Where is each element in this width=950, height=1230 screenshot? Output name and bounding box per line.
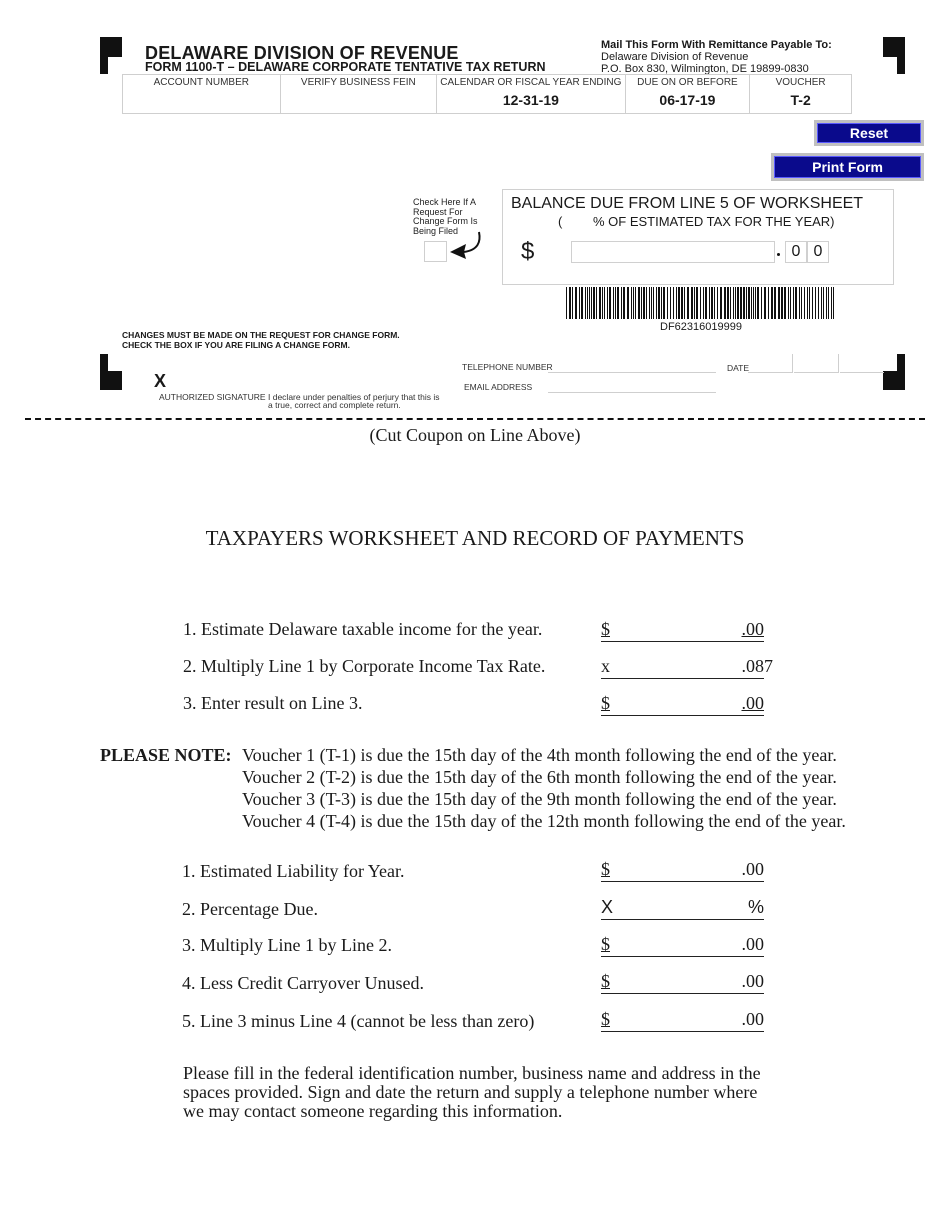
- decimal-point: [777, 253, 780, 256]
- barcode-bar: [656, 287, 657, 319]
- account-number-label: ACCOUNT NUMBER: [153, 77, 249, 88]
- barcode-bar: [807, 287, 808, 319]
- date-input-year[interactable]: [840, 354, 884, 373]
- barcode-bar: [781, 287, 783, 319]
- part2-line-2-suffix: %: [747, 897, 764, 917]
- barcode-bar: [724, 287, 726, 319]
- registration-mark-bottom-right-bar: [883, 371, 905, 390]
- part2-line-2-prefix: X: [601, 897, 614, 917]
- barcode-bar: [826, 287, 827, 319]
- signature-field[interactable]: [172, 372, 432, 390]
- part2-line-1-label: 1. Estimated Liability for Year.: [182, 861, 405, 881]
- barcode-bar: [593, 287, 595, 319]
- balance-due-box: [502, 189, 894, 285]
- barcode-bar: [700, 287, 701, 319]
- print-form-button[interactable]: Print Form: [771, 153, 924, 181]
- date-input-month[interactable]: [748, 354, 793, 373]
- signature-label: AUTHORIZED SIGNATURE: [159, 392, 266, 402]
- part2-line-3-suffix: .00: [741, 934, 764, 954]
- barcode-bar: [746, 287, 747, 319]
- email-label: EMAIL ADDRESS: [464, 382, 533, 392]
- barcode-bar: [676, 287, 677, 319]
- barcode-number: DF62316019999: [660, 321, 742, 333]
- barcode-bar: [799, 287, 800, 319]
- barcode-bar: [627, 287, 629, 319]
- account-number-cell[interactable]: [123, 75, 281, 113]
- please-note-heading: PLEASE NOTE:: [100, 745, 232, 765]
- year-ending-cell: [437, 75, 625, 113]
- part2-line-4-field[interactable]: [601, 971, 764, 994]
- barcode-bar: [649, 287, 650, 319]
- balance-amount-input[interactable]: [571, 241, 775, 263]
- year-ending-value: 12-31-19: [502, 92, 559, 108]
- form-title: FORM 1100-T – DELAWARE CORPORATE TENTATIVE TAX RETURN: [145, 60, 546, 74]
- voucher-cell: [750, 75, 851, 113]
- barcode-bar: [788, 287, 789, 319]
- agency-title: DELAWARE DIVISION OF REVENUE: [145, 43, 459, 63]
- note-line-1: Voucher 1 (T-1) is due the 15th day of the 4th month following the end of the year.: [242, 745, 837, 765]
- barcode-bar: [591, 287, 592, 319]
- barcode-bar: [617, 287, 619, 319]
- arrow-left-icon: [448, 230, 484, 260]
- part1-line-2-label: 2. Multiply Line 1 by Corporate Income Tax Rate.: [183, 656, 546, 676]
- barcode-bar: [670, 287, 671, 319]
- barcode-bar: [764, 287, 766, 319]
- barcode-bar: [687, 287, 689, 319]
- barcode-bar: [587, 287, 588, 319]
- part2-line-1-field[interactable]: [601, 859, 764, 882]
- barcode-bar: [615, 287, 616, 319]
- barcode-bar: [638, 287, 640, 319]
- barcode-bar: [801, 287, 802, 319]
- barcode-bar: [572, 287, 573, 319]
- part1-line-2-suffix: .087: [741, 656, 773, 676]
- barcode-bar: [631, 287, 632, 319]
- telephone-label: TELEPHONE NUMBER: [462, 362, 553, 372]
- barcode-bar: [609, 287, 611, 319]
- barcode-bar: [768, 287, 769, 319]
- registration-mark-bottom-left-bar: [100, 371, 122, 390]
- barcode-bar: [720, 287, 722, 319]
- part1-line-3-suffix: .00: [741, 693, 764, 713]
- barcode-bar: [793, 287, 794, 319]
- registration-mark-top-left-bar: [100, 37, 122, 57]
- barcode-bar: [709, 287, 710, 319]
- instructions-line-2: spaces provided. Sign and date the return and supply a telephone number where: [183, 1082, 758, 1102]
- barcode-bar: [812, 287, 813, 319]
- instructions-line-3: we may contact someone regarding this information.: [183, 1101, 563, 1121]
- cut-line: [25, 418, 925, 420]
- registration-mark-top-right-bar: [883, 37, 905, 57]
- barcode-bar: [589, 287, 590, 319]
- email-input[interactable]: [548, 378, 716, 393]
- part2-line-4-prefix: $: [601, 971, 610, 991]
- part2-line-5-label: 5. Line 3 minus Line 4 (cannot be less than zero): [182, 1011, 535, 1031]
- cut-coupon-text: (Cut Coupon on Line Above): [369, 425, 581, 445]
- balance-due-title: BALANCE DUE FROM LINE 5 OF WORKSHEET: [511, 195, 864, 212]
- change-request-checkbox[interactable]: [424, 241, 447, 262]
- barcode-bar: [566, 287, 567, 319]
- barcode-bar: [833, 287, 834, 319]
- barcode-bar: [784, 287, 786, 319]
- barcode-bar: [604, 287, 605, 319]
- declaration-line-1: I declare under penalties of perjury that this is: [268, 392, 440, 402]
- barcode-bar: [681, 287, 683, 319]
- part1-line-3-label: 3. Enter result on Line 3.: [183, 693, 363, 713]
- barcode-bar: [691, 287, 693, 319]
- part2-line-3-field: [601, 934, 764, 957]
- signature-x-mark: X: [154, 371, 167, 391]
- barcode-bar: [757, 287, 759, 319]
- barcode-bar: [755, 287, 756, 319]
- barcode-bar: [633, 287, 634, 319]
- year-ending-label: CALENDAR OR FISCAL YEAR ENDING: [440, 77, 622, 88]
- part1-line-1-prefix: $: [601, 619, 610, 639]
- part2-line-3-prefix: $: [601, 934, 610, 954]
- mail-heading: Mail This Form With Remittance Payable To:: [601, 39, 832, 51]
- part2-line-4-label: 4. Less Credit Carryover Unused.: [182, 973, 424, 993]
- barcode-bar: [790, 287, 791, 319]
- barcode-bar: [730, 287, 731, 319]
- barcode-bar: [818, 287, 819, 319]
- barcode-bar: [678, 287, 680, 319]
- cents-digit-1[interactable]: 0: [785, 241, 807, 263]
- part2-line-1-prefix: $: [601, 859, 610, 879]
- mail-line-2: P.O. Box 830, Wilmington, DE 19899-0830: [601, 63, 809, 75]
- part2-line-4-suffix: .00: [741, 971, 764, 991]
- barcode-bar: [613, 287, 614, 319]
- date-label: DATE: [727, 363, 750, 373]
- barcode-bar: [821, 287, 822, 319]
- change-notice-line-1: CHANGES MUST BE MADE ON THE REQUEST FOR CHANGE FORM.: [122, 330, 400, 340]
- barcode-bar: [579, 287, 580, 319]
- change-notice-line-2: CHECK THE BOX IF YOU ARE FILING A CHANGE FORM.: [122, 340, 350, 350]
- barcode-bar: [815, 287, 816, 319]
- barcode-bar: [596, 287, 597, 319]
- part2-line-5-prefix: $: [601, 1009, 610, 1029]
- barcode-bar: [743, 287, 745, 319]
- barcode-bar: [585, 287, 586, 319]
- part2-line-2-label: 2. Percentage Due.: [182, 899, 318, 919]
- barcode-bar: [641, 287, 642, 319]
- balance-due-subtitle: % OF ESTIMATED TAX FOR THE YEAR): [593, 214, 835, 229]
- barcode-bar: [823, 287, 824, 319]
- barcode-bar: [717, 287, 718, 319]
- reset-button[interactable]: Reset: [814, 120, 924, 146]
- voucher-value: T-2: [790, 92, 811, 108]
- part2-line-5-suffix: .00: [741, 1009, 764, 1029]
- barcode-bar: [761, 287, 762, 319]
- mail-line-1: Delaware Division of Revenue: [601, 51, 749, 63]
- barcode-bar: [809, 287, 810, 319]
- barcode-bar: [581, 287, 583, 319]
- barcode-bar: [751, 287, 752, 319]
- mail-to-block: [601, 39, 832, 75]
- part2-line-2-field[interactable]: [601, 897, 764, 920]
- barcode-bar: [733, 287, 734, 319]
- part1-line-3-prefix: $: [601, 693, 610, 713]
- declaration-line-2: a true, correct and complete return.: [268, 400, 401, 410]
- instructions-line-1: Please fill in the federal identification number, business name and address in the: [183, 1063, 761, 1083]
- part1-line-2-prefix: x: [601, 656, 610, 676]
- barcode-bar: [735, 287, 736, 319]
- barcode-bar: [727, 287, 729, 319]
- note-line-2: Voucher 2 (T-2) is due the 15th day of the 6th month following the end of the year.: [242, 767, 837, 787]
- part2-line-5-field: [601, 1009, 764, 1032]
- date-input-day[interactable]: [794, 354, 839, 373]
- barcode-bar: [828, 287, 829, 319]
- barcode-bar: [774, 287, 776, 319]
- barcode-bar: [607, 287, 608, 319]
- barcode-bar: [795, 287, 797, 319]
- verify-fein-label: VERIFY BUSINESS FEIN: [300, 77, 416, 88]
- change-request-text: Check Here If A Request For Change Form Is Being Filed: [413, 197, 478, 236]
- part1-line-1-suffix: .00: [741, 619, 764, 639]
- barcode-bar: [575, 287, 577, 319]
- verify-fein-cell[interactable]: [281, 75, 438, 113]
- header-fields: [122, 74, 852, 114]
- barcode-bar: [831, 287, 832, 319]
- barcode-bar: [705, 287, 707, 319]
- barcode-bar: [661, 287, 662, 319]
- barcode-bar: [748, 287, 750, 319]
- telephone-input[interactable]: [548, 358, 716, 373]
- barcode-bar: [753, 287, 754, 319]
- barcode-bar: [623, 287, 625, 319]
- part1-line-1-label: 1. Estimate Delaware taxable income for the year.: [183, 619, 543, 639]
- barcode-bar: [643, 287, 645, 319]
- dollar-sign: $: [521, 238, 535, 265]
- note-line-4: Voucher 4 (T-4) is due the 15th day of the 12th month following the end of the year.: [242, 811, 846, 831]
- cents-digit-2[interactable]: 0: [807, 241, 829, 263]
- barcode-bar: [711, 287, 713, 319]
- barcode-bar: [602, 287, 603, 319]
- part1-line-3-field: [601, 693, 764, 716]
- barcode-bar: [658, 287, 660, 319]
- barcode-bar: [703, 287, 704, 319]
- barcode-bar: [696, 287, 698, 319]
- due-date-value: 06-17-19: [659, 92, 716, 108]
- barcode-bar: [740, 287, 742, 319]
- balance-due-subtitle-open: (: [558, 214, 563, 229]
- barcode-bar: [714, 287, 715, 319]
- barcode-bar: [663, 287, 665, 319]
- part1-line-2-field: [601, 656, 773, 679]
- barcode-bar: [653, 287, 654, 319]
- worksheet-title: TAXPAYERS WORKSHEET AND RECORD OF PAYMENTS: [205, 526, 745, 550]
- barcode-bar: [694, 287, 695, 319]
- due-date-cell: [626, 75, 751, 113]
- due-date-label: DUE ON OR BEFORE: [637, 77, 738, 88]
- barcode-bar: [651, 287, 652, 319]
- note-line-3: Voucher 3 (T-3) is due the 15th day of the 9th month following the end of the year.: [242, 789, 837, 809]
- barcode-bar: [737, 287, 739, 319]
- barcode-bar: [569, 287, 571, 319]
- barcode-bar: [621, 287, 622, 319]
- barcode-bar: [684, 287, 685, 319]
- barcode: [566, 287, 836, 319]
- barcode-bar: [667, 287, 668, 319]
- voucher-label: VOUCHER: [775, 77, 826, 88]
- barcode-bar: [771, 287, 773, 319]
- part1-line-1-field[interactable]: [601, 619, 764, 642]
- barcode-bar: [599, 287, 601, 319]
- barcode-bar: [804, 287, 805, 319]
- part2-line-3-label: 3. Multiply Line 1 by Line 2.: [182, 935, 392, 955]
- barcode-bar: [778, 287, 780, 319]
- barcode-bar: [635, 287, 636, 319]
- part2-line-1-suffix: .00: [741, 859, 764, 879]
- barcode-bar: [646, 287, 647, 319]
- barcode-bar: [673, 287, 674, 319]
